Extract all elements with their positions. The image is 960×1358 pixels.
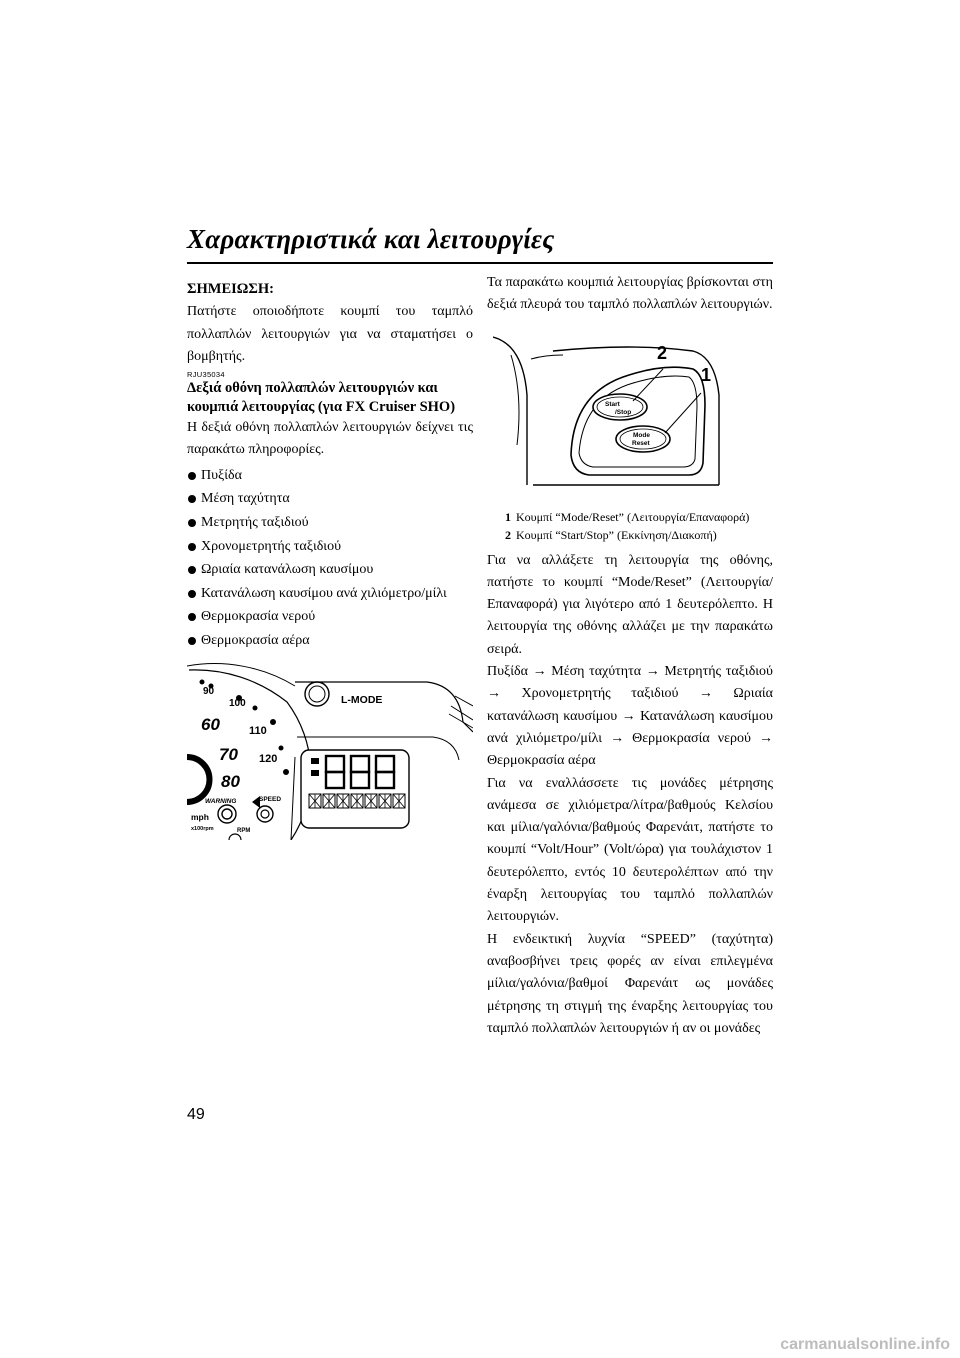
bullet-icon xyxy=(188,519,196,527)
paragraph-mode-sequence: Πυξίδα → Μέση ταχύτητα → Μετρητής ταξιδιού → Χρονομετρητής ταξιδιού → Ωριαία κατανάλωση καυσίμου → Κατανάλωση καυσίμου ανά χιλιόμετρο/μίλι → Θερμοκρασία νερού → Θερμοκρασία αέρα xyxy=(487,664,773,769)
right-column xyxy=(487,272,773,1040)
mph-label: mph xyxy=(191,811,209,822)
paragraph-speed-lamp: Η ενδεικτική λυχνία “SPEED” (ταχύτητα) αναβοσβήνει τρεις φορές αν είναι επιλεγμένα μίλια/γαλόνια/βαθμοί Φαρενάιτ ως μονάδες μέτρησης τη στιγμή της έναρξης λειτουργίας του ταμπλό πολλαπλών λειτουργιών ή αν οι μονάδες xyxy=(487,931,773,1036)
warning-label: WARNING xyxy=(205,797,237,805)
reset-label: Reset xyxy=(632,439,650,447)
bullet-icon xyxy=(188,543,196,551)
lmode-label: L-MODE xyxy=(341,693,383,706)
tick-label: 100 xyxy=(229,697,246,709)
mode-label: Mode xyxy=(633,431,650,439)
start-stop-button xyxy=(593,394,647,420)
callout-1: 1 xyxy=(701,364,712,385)
list-item: Ωριαία κατανάλωση καυσίμου xyxy=(187,558,473,582)
tick-label: 90 xyxy=(203,685,215,697)
tick-label: 60 xyxy=(201,714,220,734)
bullet-icon xyxy=(188,590,196,598)
note-heading: ΣΗΜΕΙΩΣΗ: xyxy=(187,281,274,297)
paragraph-units: Για να εναλλάσσετε τις μονάδες μέτρησης ανάμεσα σε χιλιόμετρα/λίτρα/βαθμούς Κελσίου και μίλια/γαλόνια/βαθμούς Φαρενάιτ, πατήστε το κουμπί “Volt/Hour” (Volt/ώρα) για τουλάχιστον 1 δευτερόλεπτο, εντός 10 δευτερολέπτων από την έναρξη λειτουργίας του ταμπλό πολλαπλών λειτουργιών. xyxy=(487,775,773,925)
list-item: Πυξίδα xyxy=(187,464,473,488)
tick-label: 120 xyxy=(259,752,278,765)
buttons-figure xyxy=(493,335,743,503)
bullet-icon xyxy=(188,566,196,574)
caption-row: 1 Κουμπί “Mode/Reset” (Λειτουργία/Επαναφορά) xyxy=(505,509,750,524)
list-item: Θερμοκρασία αέρα xyxy=(187,629,473,653)
paragraph-mode-change: Για να αλλάξετε τη λειτουργία της οθόνης, πατήστε το κουμπί “Mode/Reset” (Λειτουργία/Επαναφορά) για λιγότερο από 1 δευτερόλεπτο. Η λειτουργία της οθόνης αλλάζει με την παρακάτω σειρά. xyxy=(487,552,773,657)
callout-2: 2 xyxy=(657,342,668,363)
page-number: 49 xyxy=(187,1106,205,1123)
note-text: Πατήστε οποιοδήποτε κουμπί του ταμπλό πολλαπλών λειτουργιών για να σταματήσει ο βομβητής. xyxy=(187,304,473,364)
figure-captions xyxy=(505,509,773,543)
tick-label: 70 xyxy=(219,744,238,764)
tick-label: 110 xyxy=(249,724,267,737)
bullet-icon xyxy=(188,495,196,503)
list-item: Κατανάλωση καυσίμου ανά χιλιόμετρο/μίλι xyxy=(187,582,473,606)
bullet-icon xyxy=(188,637,196,645)
list-item: Χρονομετρητής ταξιδιού xyxy=(187,535,473,559)
caption-row: 2 Κουμπί “Start/Stop” (Εκκίνηση/Διακοπή) xyxy=(505,527,717,542)
stop-label: /Stop xyxy=(615,408,632,416)
list-item: Μέση ταχύτητα xyxy=(187,487,473,511)
info-list xyxy=(187,464,473,653)
speed-label: SPEED xyxy=(259,795,282,803)
dashboard-figure xyxy=(187,662,473,840)
left-column xyxy=(187,272,473,840)
x100rpm-label: x100rpm xyxy=(191,825,214,832)
tick-label: 80 xyxy=(221,771,240,791)
mode-reset-button xyxy=(616,426,670,452)
title-rule xyxy=(187,262,773,264)
section-heading: Δεξιά οθόνη πολλαπλών λειτουργιών και κουμπιά λειτουργίας (για FX Cruiser SHO) xyxy=(187,380,456,416)
watermark: carmanualsonline.info xyxy=(780,1336,950,1353)
section-code: RJU35034 xyxy=(187,370,225,380)
bullet-icon xyxy=(188,613,196,621)
start-label: Start xyxy=(605,400,620,408)
page-title: Χαρακτηριστικά και λειτουργίες xyxy=(187,224,555,254)
bullet-icon xyxy=(188,472,196,480)
right-intro: Τα παρακάτω κουμπιά λειτουργίας βρίσκονται στη δεξιά πλευρά του ταμπλό πολλαπλών λειτουργιών. xyxy=(487,275,773,313)
list-item: Μετρητής ταξιδιού xyxy=(187,511,473,535)
section-intro: Η δεξιά οθόνη πολλαπλών λειτουργιών δείχνει τις παρακάτω πληροφορίες. xyxy=(187,420,473,458)
rpm-label: RPM xyxy=(237,827,251,834)
list-item: Θερμοκρασία νερού xyxy=(187,605,473,629)
